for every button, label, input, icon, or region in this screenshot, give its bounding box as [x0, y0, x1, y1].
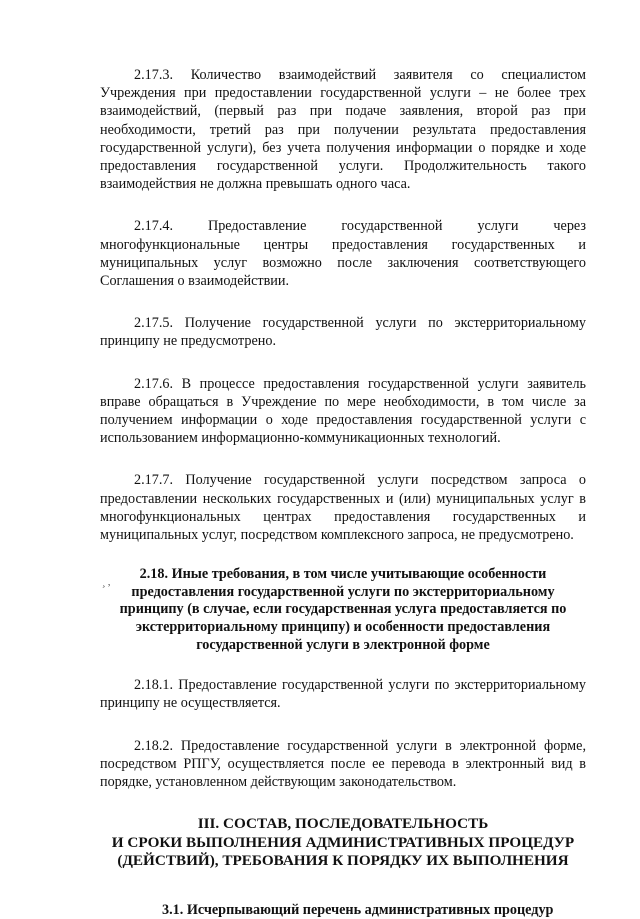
section-heading-3-1: 3.1. Исчерпывающий перечень административных процедур — [162, 902, 554, 919]
chapter-heading-3-line3: (ДЕЙСТВИЙ), ТРЕБОВАНИЯ К ПОРЯДКУ ИХ ВЫПОЛНЕНИЯ — [117, 852, 569, 870]
chapter-heading-3 — [100, 815, 586, 871]
paragraph-2-17-4: 2.17.4. Предоставление государственной услуги через многофункциональные центры предоставления государственных и муниципальных услуг возможно после заключения соответствующего Соглашения о взаимодействии. — [100, 218, 586, 290]
section-heading-2-18-text: 2.18. Иные требования, в том числе учитывающие особенности предоставления государственной услуги по экстерриториальному принципу (в случае, если государственная услуга предоставляется по экстерриториальному принципу) и особенности предоставления государственной услуги в электронной форме — [119, 566, 567, 653]
chapter-heading-3-line1: III. СОСТАВ, ПОСЛЕДОВАТЕЛЬНОСТЬ — [197, 815, 489, 833]
paragraph-2-17-6: 2.17.6. В процессе предоставления государственной услуги заявитель вправе обращаться в Учреждение по мере необходимости, в том числе за получением информации о ходе предоставления государственной услуги с использованием информационно-коммуникационных технологий. — [100, 375, 586, 447]
paragraph-2-17-3: 2.17.3. Количество взаимодействий заявителя со специалистом Учреждения при предоставлении государственной услуги – не более трех взаимодействий, (первый раз при подаче заявления, второй раз при необходимости, третий раз при получении результата предоставления государственной услуги), без учета получения информации о порядке и ходе предоставления государственной услуги. Продолжительность такого взаимодействия не должна превышать одного часа. — [100, 67, 586, 193]
paragraph-2-18-2: 2.18.2. Предоставление государственной услуги в электронной форме, посредством РПГУ, осуществляется после ее перевода в электронный вид в порядке, установленном действующим законодательством. — [100, 737, 586, 791]
section-heading-2-18 — [100, 566, 586, 654]
chapter-heading-3-line2: И СРОКИ ВЫПОЛНЕНИЯ АДМИНИСТРАТИВНЫХ ПРОЦЕДУР — [111, 833, 575, 851]
document-page — [100, 66, 586, 919]
paragraph-2-17-7: 2.17.7. Получение государственной услуги посредством запроса о предоставлении нескольких государственных и (или) муниципальных услуг в многофункциональных центрах предоставления государственных и муниципальных услуг, посредством комплексного запроса, не предусмотрено. — [100, 472, 586, 544]
margin-mark: ¸ , — [102, 577, 111, 589]
paragraph-2-18-1: 2.18.1. Предоставление государственной услуги по экстерриториальному принципу не осуществляется. — [100, 677, 586, 712]
paragraph-2-17-5: 2.17.5. Получение государственной услуги по экстерриториальному принципу не предусмотрено. — [100, 315, 586, 350]
